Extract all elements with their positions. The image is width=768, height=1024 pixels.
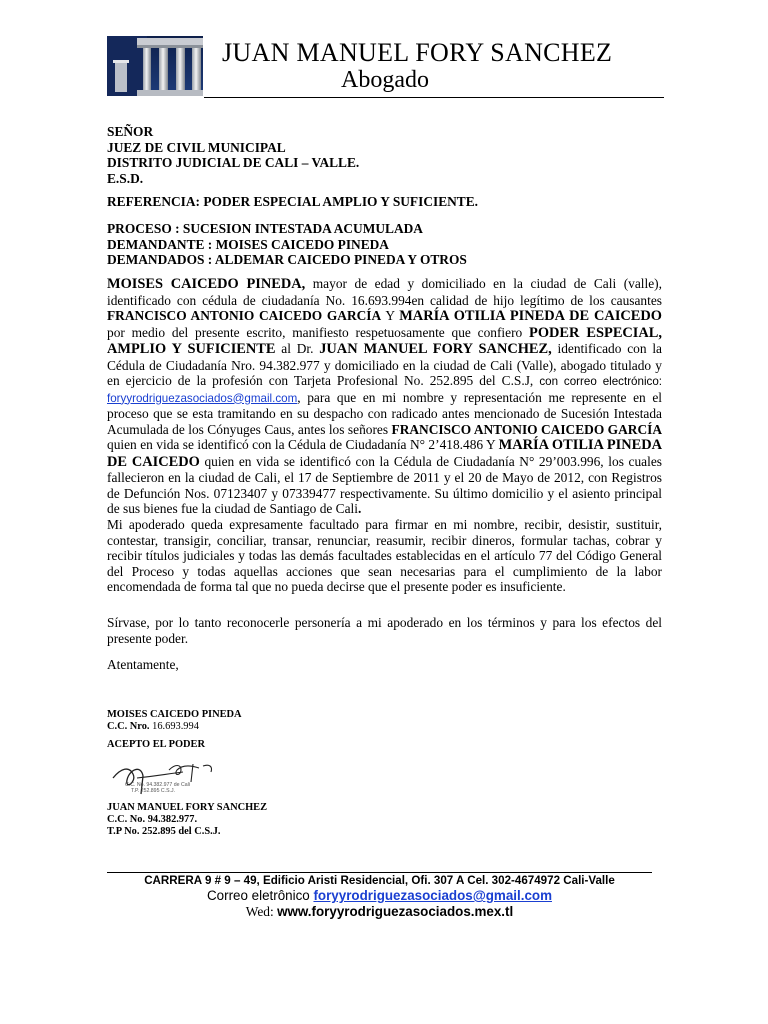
attorney-signature-name: JUAN MANUEL FORY SANCHEZ bbox=[107, 802, 268, 813]
footer-web-link[interactable]: www.foryyrodriguezasociados.mex.tl bbox=[277, 904, 514, 919]
text-run: identificado con la Cédula de Ciudadanía Nro. 94.382.977 y domiciliado en la ciudad de Cali (Valle), abogado titulado y en ejercicio de la profesión con Tarjeta Profesional No. 252.895 del C.S.J, bbox=[107, 341, 662, 388]
text-run: por medio del presente escrito, manifiesto respetuosamente que confiero bbox=[107, 324, 530, 340]
text-run: con correo electrónico: bbox=[539, 375, 662, 388]
footer-email-label: Correo eletrônico bbox=[207, 888, 314, 903]
courthouse-columns-icon bbox=[107, 36, 203, 96]
attorney-block bbox=[107, 802, 662, 838]
email-link[interactable]: foryyrodriguezasociados@gmail.com bbox=[107, 391, 298, 405]
footer-email-link[interactable]: foryyrodriguezasociados@gmail.com bbox=[313, 888, 552, 903]
process-block bbox=[107, 221, 662, 268]
addressee-line: SEÑOR bbox=[107, 124, 154, 139]
signature-stamp-line: T.P. 252.895 C.S.J. bbox=[131, 788, 176, 794]
addressee-line: E.S.D. bbox=[107, 170, 144, 186]
deceased-father-name: FRANCISCO ANTONIO CAICEDO GARCÍA bbox=[391, 421, 662, 437]
footer-divider bbox=[107, 872, 652, 873]
firm-title: Abogado bbox=[341, 67, 429, 93]
reference-line: REFERENCIA: PODER ESPECIAL AMPLIO Y SUFICIENTE. bbox=[107, 194, 479, 209]
process-line: DEMANDADOS : ALDEMAR CAICEDO PINEDA Y OTROS bbox=[107, 252, 467, 267]
footer-address: CARRERA 9 # 9 – 49, Edificio Aristi Residencial, Ofi. 307 A Cel. 302-4674972 Cali-Valle bbox=[144, 874, 615, 887]
header-divider bbox=[204, 97, 664, 98]
attorney-name: JUAN MANUEL FORY SANCHEZ, bbox=[319, 341, 552, 357]
grantor-cc-label: C.C. Nro. bbox=[107, 721, 150, 732]
grant-paragraph bbox=[107, 276, 662, 517]
signature-stamp-line: C.C. No. 94.382.977 de Cali bbox=[125, 782, 190, 788]
accept-power: ACEPTO EL PODER bbox=[107, 739, 205, 750]
footer bbox=[107, 874, 652, 920]
grantor-name: MOISES CAICEDO PINEDA, bbox=[107, 276, 306, 292]
text-run: , para que en mi nombre y representación me represente en el proceso que se esta tramitando en su despacho con radicado antes mencionado de Sucesión Intestada Acumulada de los Cónyuges Caus, antes los señores bbox=[107, 389, 662, 437]
process-line: PROCESO : SUCESION INTESTADA ACUMULADA bbox=[107, 221, 423, 236]
footer-web-label: Wed: bbox=[245, 904, 278, 919]
deceased-mother-name: MARÍA OTILIA PINEDA DE CAICEDO bbox=[107, 437, 662, 470]
text-run: Y bbox=[381, 308, 400, 323]
text-run: mayor de edad y domiciliado en la ciudad de Cali (valle), identificado con cédula de ciudadanía No. 16.693.994en calidad de hijo legítimo de los causantes bbox=[107, 276, 662, 308]
addressee-line: DISTRITO JUDICIAL DE CALI – VALLE. bbox=[107, 155, 360, 170]
recognition-paragraph: Sírvase, por lo tanto reconocerle personería a mi apoderado en los términos y para los efectos del presente poder. bbox=[107, 615, 662, 646]
power-type: PODER ESPECIAL, AMPLIO Y SUFICIENTE bbox=[107, 324, 662, 357]
text-run: quien en vida se identificó con la Cédula de Ciudadanía N° 29’003.996, los cuales fallecieron en la ciudad de Cali, el 17 de Septiembre de 2011 y el 20 de Mayo de 2012, con Registros de Defunción Nos. 07123407 y 07339477 respectivamente. Su último domicilio y el asiento principal de sus bienes fue la ciudad de Santiago de Cali bbox=[107, 453, 662, 516]
grantor-block bbox=[107, 709, 662, 733]
firm-name: JUAN MANUEL FORY SANCHEZ bbox=[222, 38, 613, 67]
attorney-cc: C.C. No. 94.382.977. bbox=[107, 814, 198, 825]
footer-web-line bbox=[107, 904, 652, 920]
grantor-cc-value: 16.693.994 bbox=[149, 721, 199, 732]
handwritten-signature-stamp bbox=[107, 760, 227, 796]
closing: Atentamente, bbox=[107, 657, 179, 672]
grantor-signature-name: MOISES CAICEDO PINEDA bbox=[107, 709, 242, 720]
faculties-paragraph: Mi apoderado queda expresamente facultado para firmar en mi nombre, recibir, desistir, sustituir, contestar, transigir, conciliar, transar, renunciar, reasumir, recibir dineros, formular tachas, cobrar y recibir títulos judiciales y todas las demás facultades establecidas en el artículo 77 del Código General del Proceso y todas aquellas acciones que sean necesarias para el cumplimiento de la labor encomendada de forma tal que no pueda decirse que el presente poder es insuficiente. bbox=[107, 517, 662, 594]
footer-email-line bbox=[107, 888, 652, 904]
attorney-tp: T.P No. 252.895 del C.S.J. bbox=[107, 826, 221, 837]
process-line: DEMANDANTE : MOISES CAICEDO PINEDA bbox=[107, 236, 389, 252]
text-run: al Dr. bbox=[275, 341, 320, 356]
addressee-line: JUEZ DE CIVIL MUNICIPAL bbox=[107, 139, 286, 155]
text-run: . bbox=[358, 501, 362, 516]
deceased-mother-name: MARÍA OTILIA PINEDA DE CAICEDO bbox=[399, 308, 662, 324]
text-run: quien en vida se identificó con la Cédula de Ciudadanía N° 2’418.486 Y bbox=[107, 437, 499, 452]
deceased-father-name: FRANCISCO ANTONIO CAICEDO GARCÍA bbox=[107, 308, 382, 323]
addressee-block bbox=[107, 124, 662, 186]
